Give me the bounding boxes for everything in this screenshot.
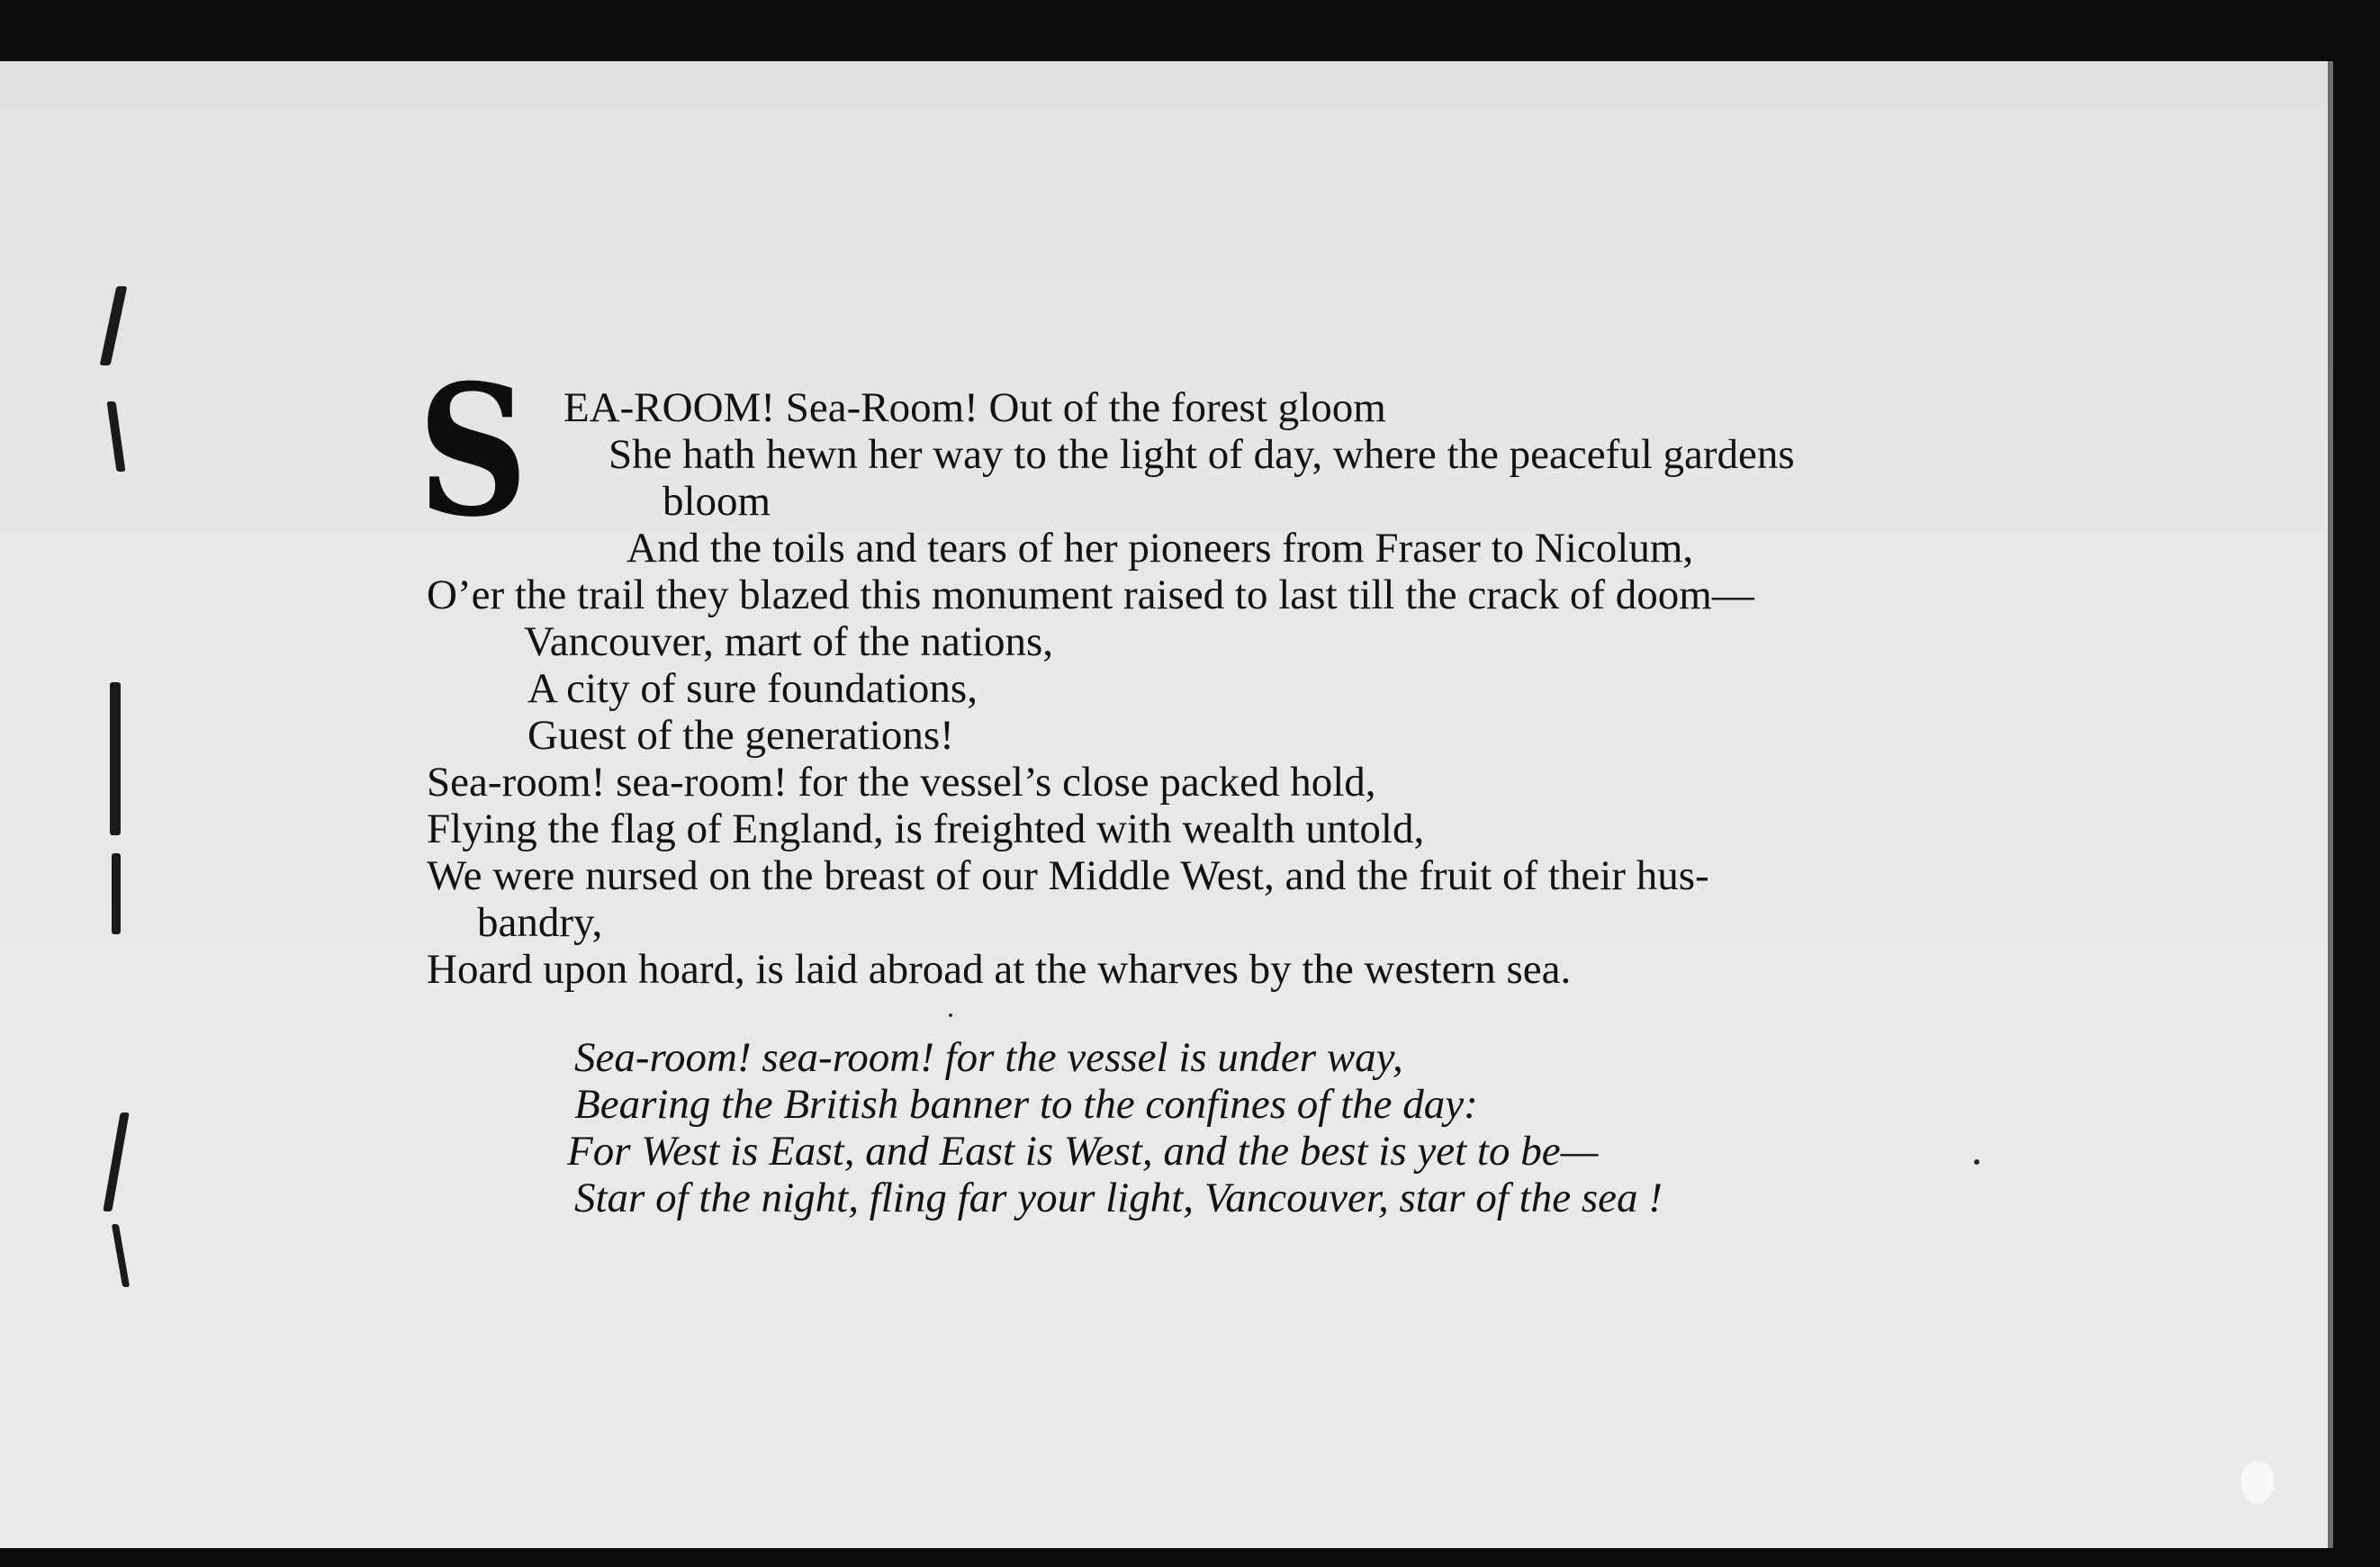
poem-line: bandry, — [477, 899, 603, 946]
poem-line: Hoard upon hoard, is laid abroad at the wharves by the western sea. — [427, 946, 1572, 993]
poem-line: bloom — [663, 478, 771, 525]
spine-mark — [112, 853, 121, 934]
poem-line: A city of sure foundations, — [527, 665, 978, 712]
stanza-break — [427, 993, 2011, 1034]
poem-line: Flying the flag of England, is freighted with wealth untold, — [427, 806, 1425, 852]
poem-line: We were nursed on the breast of our Middle West, and the fruit of their hus- — [427, 852, 1709, 899]
poem-refrain — [427, 1034, 2011, 1221]
refrain-line: Star of the night, fling far your light, Vancouver, star of the sea ! — [574, 1175, 1663, 1221]
poem-line: Guest of the generations! — [527, 712, 954, 759]
poem-line: She hath hewn her way to the light of day, where the peaceful gardens — [609, 431, 1795, 478]
poem-line: O’er the trail they blazed this monument raised to last till the crack of doom— — [427, 572, 1754, 618]
refrain-line: Bearing the British banner to the confines of the day: — [574, 1081, 1478, 1128]
poem-line: EA-ROOM! Sea-Room! Out of the forest gloom — [563, 384, 1386, 431]
refrain-line: For West is East, and East is West, and the best is yet to be— — [567, 1128, 1599, 1175]
poem-line: And the toils and tears of her pioneers from Fraser to Nicolum, — [627, 525, 1694, 572]
spine-mark — [100, 286, 128, 365]
spine-mark — [112, 1224, 130, 1287]
poem-line: Vancouver, mart of the nations, — [524, 618, 1054, 665]
poem-line: Sea-room! sea-room! for the vessel’s close packed hold, — [427, 759, 1376, 806]
poem-page — [0, 61, 2333, 1548]
spine-mark — [107, 401, 126, 472]
spine-mark — [110, 682, 121, 835]
refrain-line: Sea-room! sea-room! for the vessel is under way, — [574, 1034, 1403, 1081]
drop-cap-initial: S — [418, 346, 528, 557]
spine-mark — [103, 1112, 129, 1211]
paper-blemish — [2241, 1462, 2274, 1503]
poem-body — [418, 346, 2011, 1221]
